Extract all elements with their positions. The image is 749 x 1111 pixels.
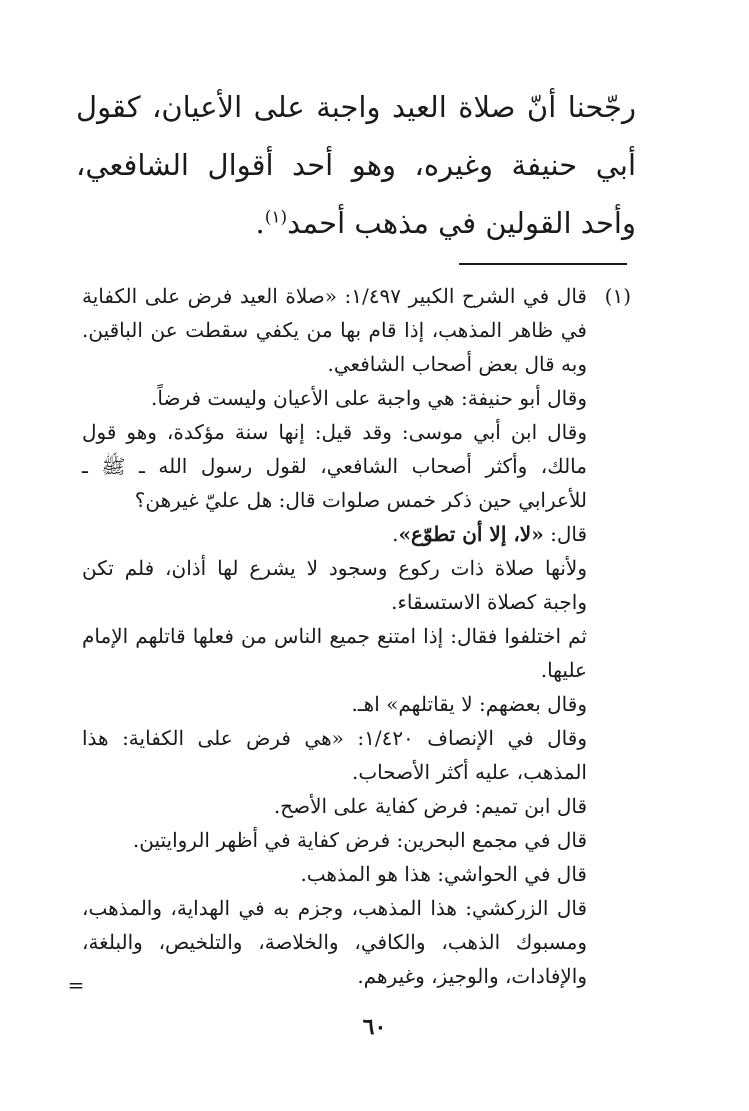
- footnote-paragraph: وقال أبو حنيفة: هي واجبة على الأعيان وليست فرضاً.: [151, 386, 587, 410]
- quote-prefix: قال:: [543, 522, 587, 546]
- footnote-marker: (١): [604, 284, 631, 308]
- footnote-quote-line: [82, 517, 587, 551]
- footnote-paragraph: قال ابن تميم: فرض كفاية على الأصح.: [273, 794, 587, 818]
- footnote-reference: (١): [264, 207, 288, 228]
- main-paragraph: [76, 78, 636, 252]
- main-text-end: .: [255, 206, 265, 240]
- footnote-separator: [459, 263, 627, 265]
- page-number: ٦٠: [362, 1014, 387, 1040]
- footnote-paragraph: وقال في الإنصاف ١/٤٢٠: «هي فرض على الكفاية: هذا المذهب، عليه أكثر الأصحاب.: [82, 726, 587, 784]
- footnote-paragraph: قال في مجمع البحرين: فرض كفاية في أظهر الروايتين.: [132, 828, 587, 852]
- footnote-paragraph: وقال بعضهم: لا يقاتلهم» اهـ.: [351, 692, 587, 716]
- footnote-paragraph: قال في الحواشي: هذا هو المذهب.: [300, 862, 587, 886]
- quote-end: .: [392, 522, 399, 546]
- footnote-paragraph: قال في الشرح الكبير ١/٤٩٧: «صلاة العيد فرض على الكفاية في ظاهر المذهب، إذا قام بها من يكفي سقطت عن الباقين. وبه قال بعض أصحاب الشافعي.: [82, 284, 587, 376]
- main-text: رجّحنا أنّ صلاة العيد واجبة على الأعيان، كقول أبي حنيفة وغيره، وهو أحد أقوال الشافعي، وأحد القولين في مذهب أحمد: [76, 90, 636, 240]
- continuation-mark: =: [67, 973, 85, 997]
- hadith-quote: «لا، إلا أن تطوّع»: [398, 522, 544, 546]
- footnote-paragraph: قال الزركشي: هذا المذهب، وجزم به في الهداية، والمذهب، ومسبوك الذهب، والكافي، والخلاصة، والتلخيص، والبلغة، والإفادات، والوجيز، وغيرهم.: [82, 896, 587, 988]
- footnote-paragraph: وقال ابن أبي موسى: وقد قيل: إنها سنة مؤكدة، وهو قول مالك، وأكثر أصحاب الشافعي، لقول رسول الله ـ ﷺ ـ للأعرابي حين ذكر خمس صلوات قال: هل عليّ غيرهن؟: [82, 420, 587, 512]
- footnote-paragraph: ولأنها صلاة ذات ركوع وسجود لا يشرع لها أذان، فلم تكن واجبة كصلاة الاستسقاء.: [82, 556, 587, 614]
- footnote-paragraph: ثم اختلفوا فقال: إذا امتنع جميع الناس من فعلها قاتلهم الإمام عليها.: [82, 624, 587, 682]
- footnote-block: [82, 279, 587, 993]
